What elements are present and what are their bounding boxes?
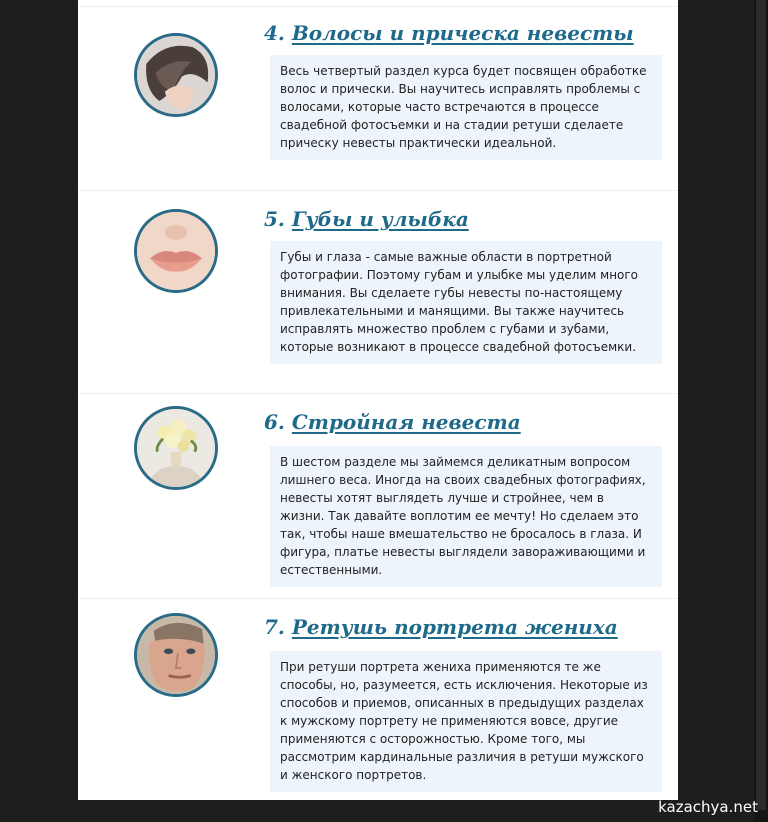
course-page xyxy=(78,0,678,800)
scrollbar-thumb[interactable] xyxy=(756,0,766,810)
bride-hair-photo-icon xyxy=(134,33,218,117)
section-description: При ретуши портрета жениха применяются те же способы, но, разумеется, есть исключения. Некоторые из способов и приемов, описанных в предыдущих разделах к мужскому портрету не применяются вовсе, другие применяются с осторожностью. Кроме того, мы рассмотрим кардинальные различия в ретуши мужского и женского портретов. xyxy=(270,651,662,792)
course-section-6 xyxy=(78,393,678,599)
section-title: Стройная невеста xyxy=(291,410,521,434)
section-heading xyxy=(264,410,521,434)
section-title: Губы и улыбка xyxy=(291,207,469,231)
section-description: Губы и глаза - самые важные области в портретной фотографии. Поэтому губам и улыбке мы уделим много внимания. Вы сделаете губы невесты по-настоящему привлекательными и манящими. Вы также научитесь исправлять множество проблем с губами и зубами, которые возникают в процессе свадебной фотосъемки. xyxy=(270,241,662,364)
section-heading xyxy=(264,21,634,45)
watermark: kazachya.net xyxy=(658,798,758,816)
lips-photo-icon xyxy=(134,209,218,293)
section-heading xyxy=(264,615,618,639)
course-section-7 xyxy=(78,598,678,801)
scrollbar[interactable] xyxy=(754,0,768,822)
section-title: Ретушь портрета жениха xyxy=(291,615,618,639)
course-section-4 xyxy=(78,6,678,191)
bridal-bouquet-photo-icon xyxy=(134,406,218,490)
section-title: Волосы и прическа невесты xyxy=(291,21,634,45)
section-number: 4. xyxy=(264,21,285,45)
section-number: 5. xyxy=(264,207,285,231)
course-section-5 xyxy=(78,190,678,394)
section-number: 6. xyxy=(264,410,285,434)
section-description: Весь четвертый раздел курса будет посвящен обработке волос и прически. Вы научитесь исправлять проблемы с волосами, которые часто встречаются в процессе свадебной фотосъемки и на стадии ретуши сделаете прическу невесты практически идеальной. xyxy=(270,55,662,160)
groom-portrait-photo-icon xyxy=(134,613,218,697)
section-heading xyxy=(264,207,469,231)
section-number: 7. xyxy=(264,615,285,639)
section-description: В шестом разделе мы займемся деликатным вопросом лишнего веса. Иногда на своих свадебных фотографиях, невесты хотят выглядеть лучше и стройнее, чем в жизни. Так давайте воплотим ее мечту! Но сделаем это так, чтобы наше вмешательство не бросалось в глаза. И фигура, платье невесты выглядели завораживающими и естественными. xyxy=(270,446,662,587)
